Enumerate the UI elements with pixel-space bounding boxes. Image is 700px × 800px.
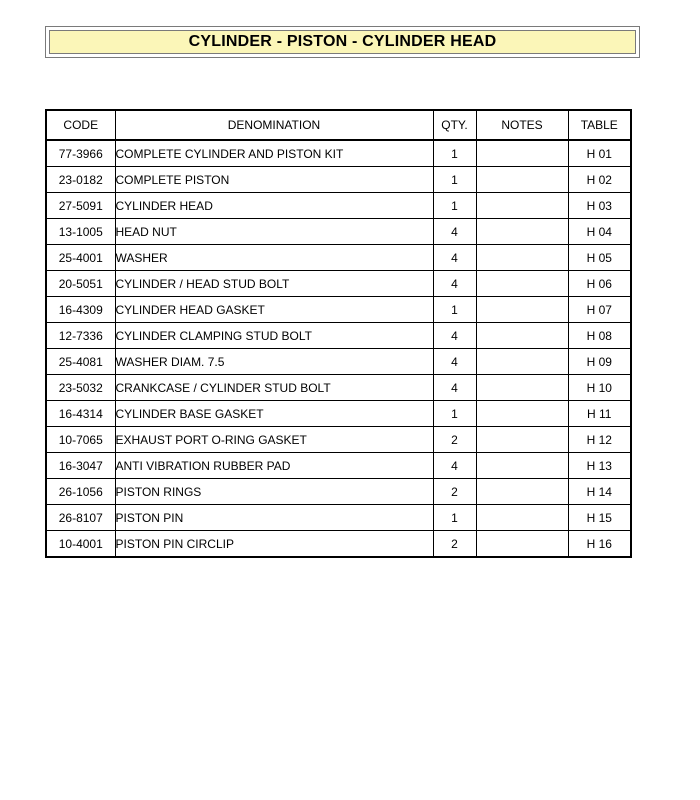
cell-qty: 2 [433,479,476,505]
cell-table: H 02 [568,167,631,193]
cell-code: 26-1056 [46,479,115,505]
cell-denomination: HEAD NUT [115,219,433,245]
cell-notes [476,167,568,193]
cell-denomination: PISTON PIN [115,505,433,531]
cell-denomination: PISTON PIN CIRCLIP [115,531,433,558]
cell-notes [476,219,568,245]
cell-qty: 4 [433,375,476,401]
cell-qty: 1 [433,505,476,531]
cell-denomination: ANTI VIBRATION RUBBER PAD [115,453,433,479]
cell-notes [476,323,568,349]
table-row [46,219,631,245]
cell-denomination: WASHER DIAM. 7.5 [115,349,433,375]
cell-qty: 1 [433,140,476,167]
header-code: CODE [46,110,115,140]
header-table: TABLE [568,110,631,140]
table-row [46,505,631,531]
table-header-row [46,110,631,140]
cell-code: 12-7336 [46,323,115,349]
cell-denomination: EXHAUST PORT O-RING GASKET [115,427,433,453]
table-row [46,401,631,427]
title-box [49,30,636,54]
cell-denomination: COMPLETE CYLINDER AND PISTON KIT [115,140,433,167]
cell-table: H 12 [568,427,631,453]
cell-qty: 4 [433,349,476,375]
cell-qty: 1 [433,167,476,193]
cell-code: 16-4314 [46,401,115,427]
cell-notes [476,349,568,375]
table-row [46,531,631,558]
cell-notes [476,245,568,271]
cell-notes [476,297,568,323]
table-body [46,140,631,557]
table-row [46,349,631,375]
cell-denomination: CYLINDER BASE GASKET [115,401,433,427]
cell-qty: 1 [433,401,476,427]
table-row [46,140,631,167]
cell-denomination: CRANKCASE / CYLINDER STUD BOLT [115,375,433,401]
table-row [46,453,631,479]
cell-denomination: CYLINDER HEAD GASKET [115,297,433,323]
cell-table: H 05 [568,245,631,271]
header-notes: NOTES [476,110,568,140]
page-title: CYLINDER - PISTON - CYLINDER HEAD [188,33,497,50]
cell-notes [476,479,568,505]
cell-code: 25-4001 [46,245,115,271]
cell-table: H 13 [568,453,631,479]
cell-code: 25-4081 [46,349,115,375]
cell-denomination: CYLINDER CLAMPING STUD BOLT [115,323,433,349]
cell-qty: 2 [433,531,476,558]
cell-denomination: WASHER [115,245,433,271]
cell-code: 27-5091 [46,193,115,219]
table-row [46,271,631,297]
cell-qty: 1 [433,193,476,219]
cell-code: 10-7065 [46,427,115,453]
cell-table: H 07 [568,297,631,323]
cell-denomination: CYLINDER HEAD [115,193,433,219]
table-row [46,323,631,349]
cell-table: H 04 [568,219,631,245]
cell-qty: 2 [433,427,476,453]
cell-code: 26-8107 [46,505,115,531]
cell-code: 16-3047 [46,453,115,479]
cell-table: H 01 [568,140,631,167]
table-row [46,427,631,453]
cell-table: H 03 [568,193,631,219]
cell-notes [476,453,568,479]
cell-code: 23-0182 [46,167,115,193]
title-frame [45,26,640,58]
cell-qty: 4 [433,271,476,297]
cell-table: H 06 [568,271,631,297]
table-row [46,375,631,401]
table-row [46,193,631,219]
cell-code: 23-5032 [46,375,115,401]
cell-table: H 09 [568,349,631,375]
cell-code: 77-3966 [46,140,115,167]
cell-notes [476,140,568,167]
cell-table: H 16 [568,531,631,558]
table-row [46,297,631,323]
cell-notes [476,505,568,531]
cell-table: H 15 [568,505,631,531]
cell-qty: 4 [433,219,476,245]
cell-table: H 14 [568,479,631,505]
cell-qty: 1 [433,297,476,323]
cell-notes [476,401,568,427]
cell-code: 10-4001 [46,531,115,558]
cell-table: H 08 [568,323,631,349]
cell-notes [476,375,568,401]
cell-table: H 10 [568,375,631,401]
table-row [46,479,631,505]
table-row [46,245,631,271]
cell-notes [476,531,568,558]
parts-table [45,109,632,558]
cell-notes [476,271,568,297]
cell-qty: 4 [433,245,476,271]
table-row [46,167,631,193]
cell-code: 13-1005 [46,219,115,245]
cell-code: 20-5051 [46,271,115,297]
cell-qty: 4 [433,453,476,479]
cell-notes [476,193,568,219]
cell-code: 16-4309 [46,297,115,323]
cell-qty: 4 [433,323,476,349]
cell-denomination: COMPLETE PISTON [115,167,433,193]
cell-notes [476,427,568,453]
cell-table: H 11 [568,401,631,427]
cell-denomination: CYLINDER / HEAD STUD BOLT [115,271,433,297]
header-denomination: DENOMINATION [115,110,433,140]
cell-denomination: PISTON RINGS [115,479,433,505]
header-qty: QTY. [433,110,476,140]
